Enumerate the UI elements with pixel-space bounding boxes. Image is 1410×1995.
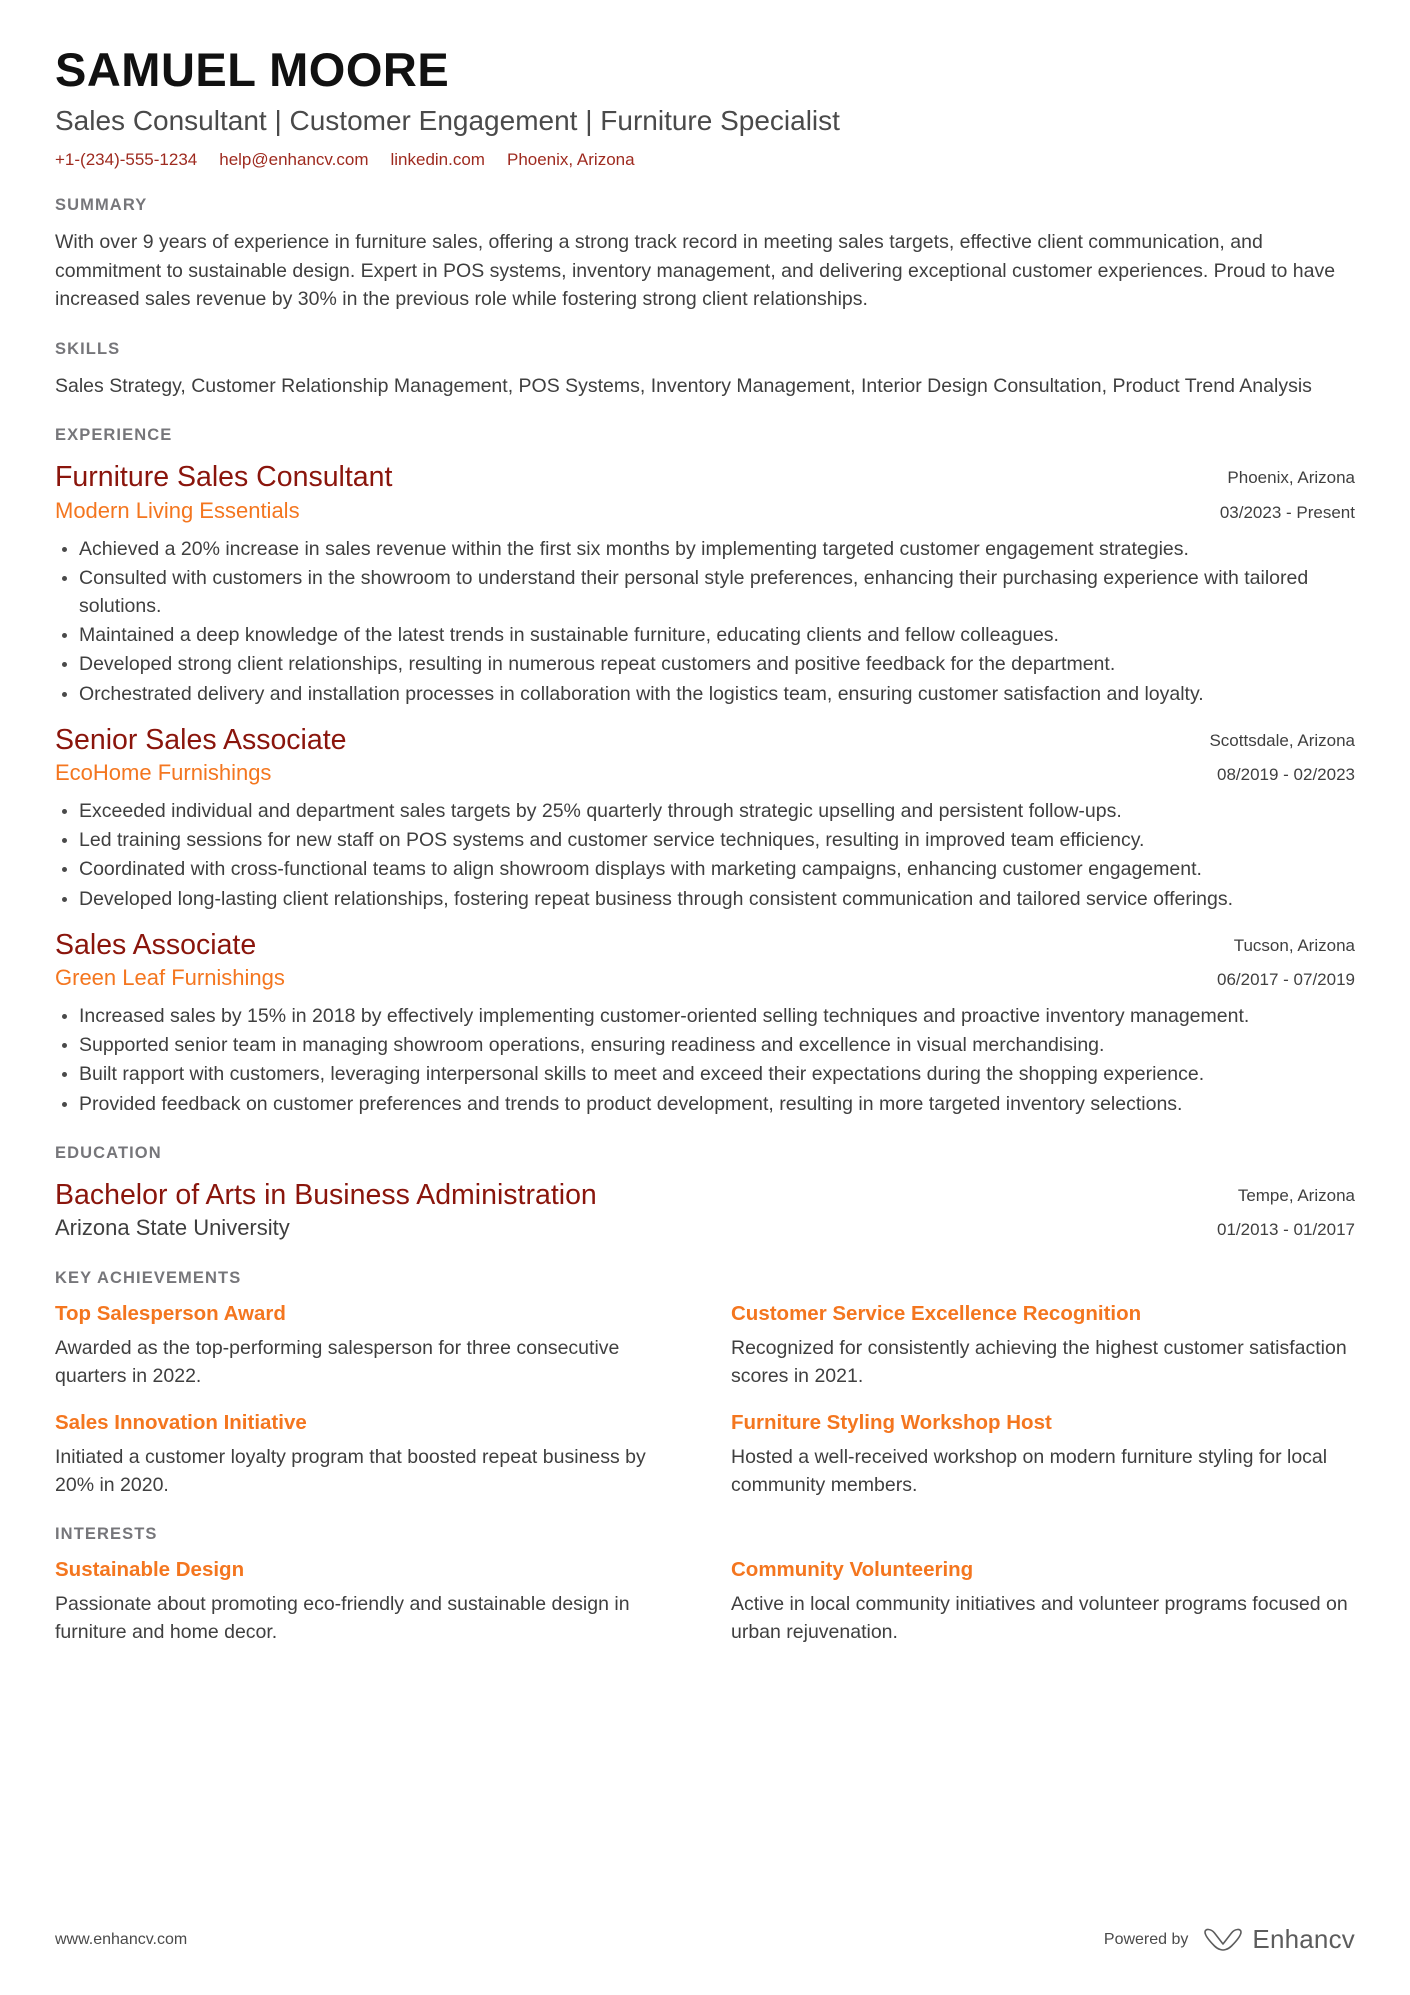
experience-entry	[55, 722, 1355, 913]
achievement-title: Customer Service Excellence Recognition	[731, 1302, 1142, 1326]
candidate-headline: Sales Consultant | Customer Engagement | Furniture Specialist	[55, 105, 840, 137]
achievement-text: Recognized for consistently achieving the highest customer satisfaction scores in 2021.	[731, 1336, 1347, 1388]
job-dates: 08/2019 - 02/2023	[1216, 764, 1355, 784]
job-bullet: Supported senior team in managing showroom operations, ensuring readiness and excellence in visual merchandising.	[55, 1031, 1355, 1059]
job-bullet: Consulted with customers in the showroom to understand their personal style preferences, enhancing their purchasing experience with tailored solutions.	[55, 564, 1355, 620]
infinity-icon	[1202, 1927, 1244, 1953]
achievement-text: Hosted a well-received workshop on modern furniture styling for local community members.	[731, 1445, 1328, 1496]
achievement-title: Furniture Styling Workshop Host	[731, 1411, 1052, 1435]
contact-phone[interactable]: +1-(234)-555-1234	[55, 149, 198, 169]
job-dates: 06/2017 - 07/2019	[1216, 969, 1355, 989]
achievement-item	[731, 1410, 1355, 1499]
contact-linkedin[interactable]: linkedin.com	[390, 149, 485, 169]
footer-brand	[1104, 1924, 1355, 1955]
achievement-title: Top Salesperson Award	[55, 1302, 286, 1326]
experience-entry-right	[1209, 722, 1355, 789]
school-name: Arizona State University	[55, 1215, 290, 1241]
section-interests	[55, 1525, 1355, 1646]
section-education	[55, 1144, 1355, 1244]
experience-entry-head	[55, 722, 1355, 789]
achievement-text: Awarded as the top-performing salesperson for three consecutive quarters in 2022.	[55, 1336, 620, 1388]
education-entry-left	[55, 1177, 1217, 1243]
experience-entry	[55, 927, 1355, 1118]
job-bullets	[55, 1002, 1355, 1117]
education-entry-right	[1217, 1177, 1355, 1244]
job-title: Senior Sales Associate	[55, 723, 347, 756]
job-location: Tucson, Arizona	[1233, 935, 1355, 955]
experience-entry-left	[55, 459, 1220, 525]
job-dates: 03/2023 - Present	[1219, 502, 1355, 522]
interest-title: Community Volunteering	[731, 1557, 974, 1581]
education-entry-head	[55, 1177, 1355, 1244]
achievement-item	[55, 1301, 679, 1390]
job-bullets	[55, 797, 1355, 912]
experience-entry-head	[55, 459, 1355, 526]
company-name: Green Leaf Furnishings	[55, 965, 285, 991]
experience-entry-left	[55, 722, 1209, 788]
experience-entry-left	[55, 927, 1217, 993]
section-experience	[55, 426, 1355, 1117]
section-summary	[55, 196, 1355, 314]
job-bullet: Exceeded individual and department sales targets by 25% quarterly through strategic upselling and persistent follow-ups.	[55, 797, 1355, 825]
section-title-key-achievements: KEY ACHIEVEMENTS	[55, 1269, 242, 1288]
school-location: Tempe, Arizona	[1237, 1185, 1355, 1205]
company-name: EcoHome Furnishings	[55, 760, 272, 786]
section-skills	[55, 340, 1355, 401]
job-bullet: Led training sessions for new staff on POS systems and customer service techniques, resulting in improved team efficiency.	[55, 826, 1355, 854]
experience-entry	[55, 459, 1355, 707]
job-title: Sales Associate	[55, 928, 257, 961]
interest-item	[731, 1557, 1355, 1646]
interest-text: Passionate about promoting eco-friendly and sustainable design in furniture and home decor.	[55, 1592, 630, 1643]
section-title-summary: SUMMARY	[55, 195, 148, 214]
job-bullet: Increased sales by 15% in 2018 by effectively implementing customer-oriented selling techniques and proactive inventory management.	[55, 1002, 1355, 1030]
achievement-title: Sales Innovation Initiative	[55, 1411, 307, 1435]
job-bullet: Achieved a 20% increase in sales revenue within the first six months by implementing targeted customer engagement strategies.	[55, 535, 1355, 563]
achievement-text: Initiated a customer loyalty program that boosted repeat business by 20% in 2020.	[55, 1445, 646, 1496]
summary-text: With over 9 years of experience in furniture sales, offering a strong track record in meeting sales targets, effective client communication, and commitment to sustainable design. Expert in POS systems, inventory management, and delivering exceptional customer experiences. Proud to have increased sales revenue by 30% in the previous role while fostering strong client relationships.	[55, 230, 1336, 311]
achievement-item	[55, 1410, 679, 1499]
degree-title: Bachelor of Arts in Business Administration	[55, 1178, 597, 1211]
section-title-interests: INTERESTS	[55, 1524, 158, 1543]
job-title: Furniture Sales Consultant	[55, 461, 393, 494]
powered-by-label: Powered by	[1103, 1930, 1189, 1948]
experience-entry-head	[55, 927, 1355, 994]
interest-text: Active in local community initiatives and volunteer programs focused on urban rejuvenation.	[731, 1592, 1348, 1643]
experience-entry-right	[1220, 459, 1355, 526]
enhancv-wordmark: Enhancv	[1252, 1924, 1355, 1954]
achievement-item	[731, 1301, 1355, 1390]
section-title-skills: SKILLS	[55, 339, 121, 358]
job-bullets	[55, 535, 1355, 707]
section-title-education: EDUCATION	[55, 1143, 162, 1162]
candidate-name: SAMUEL MOORE	[55, 43, 450, 96]
interest-item	[55, 1557, 679, 1646]
job-location: Scottsdale, Arizona	[1209, 730, 1355, 750]
education-entry	[55, 1177, 1355, 1244]
job-bullet: Coordinated with cross-functional teams to align showroom displays with marketing campaigns, enhancing customer engagement.	[55, 855, 1355, 883]
job-bullet: Developed strong client relationships, resulting in numerous repeat customers and positive feedback for the department.	[55, 650, 1355, 678]
contact-email[interactable]: help@enhancv.com	[219, 149, 369, 169]
contact-location: Phoenix, Arizona	[506, 149, 635, 169]
interest-title: Sustainable Design	[55, 1557, 245, 1581]
job-bullet: Orchestrated delivery and installation processes in collaboration with the logistics team, ensuring customer satisfaction and loyalty.	[55, 680, 1355, 708]
school-dates: 01/2013 - 01/2017	[1216, 1219, 1355, 1239]
job-bullet: Provided feedback on customer preferences and trends to product development, resulting in more targeted inventory selections.	[55, 1090, 1355, 1118]
company-name: Modern Living Essentials	[55, 497, 300, 523]
resume-header	[55, 42, 1355, 170]
job-bullet: Developed long-lasting client relationships, fostering repeat business through consistent communication and tailored service offerings.	[55, 885, 1355, 913]
enhancv-logo	[1202, 1924, 1355, 1955]
achievements-grid	[55, 1301, 1355, 1499]
interests-grid	[55, 1557, 1355, 1646]
job-location: Phoenix, Arizona	[1227, 468, 1355, 488]
job-bullet: Maintained a deep knowledge of the latest trends in sustainable furniture, educating clients and fellow colleagues.	[55, 621, 1355, 649]
skills-text: Sales Strategy, Customer Relationship Management, POS Systems, Inventory Management, Interior Design Consultation, Product Trend Analysis	[55, 374, 1312, 397]
footer-website-link[interactable]: www.enhancv.com	[55, 1930, 188, 1948]
section-key-achievements	[55, 1269, 1355, 1499]
experience-entry-right	[1217, 927, 1355, 994]
contact-row	[55, 150, 1355, 170]
job-bullet: Built rapport with customers, leveraging interpersonal skills to meet and exceed their expectations during the shopping experience.	[55, 1060, 1355, 1088]
section-title-experience: EXPERIENCE	[55, 426, 173, 445]
page-footer	[55, 1924, 1355, 1955]
